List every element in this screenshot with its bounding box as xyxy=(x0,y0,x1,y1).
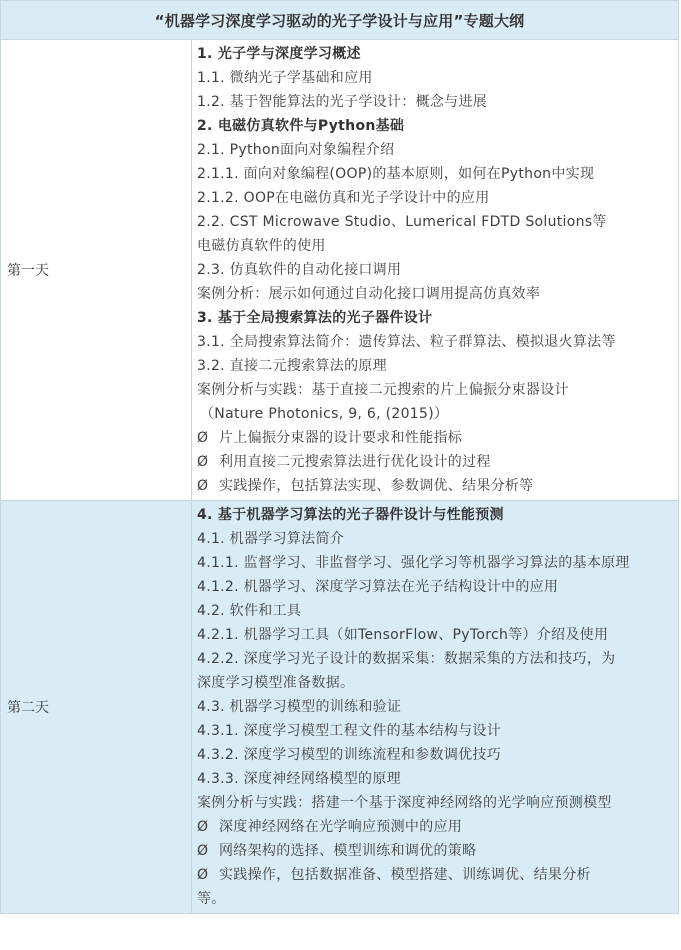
outline-line: 4.1. 机器学习算法简介 xyxy=(197,531,345,547)
section-heading: 3. 基于全局搜索算法的光子器件设计 xyxy=(197,310,433,326)
bullet-item xyxy=(197,450,674,474)
outline-line: 2.1.2. OOP在电磁仿真和光子学设计中的应用 xyxy=(197,190,490,206)
outline-line: （Nature Photonics, 9, 6, (2015)） xyxy=(200,406,449,422)
outline-line: 2.1.1. 面向对象编程(OOP)的基本原则，如何在Python中实现 xyxy=(197,166,595,182)
bullet-text: 利用直接二元搜索算法进行优化设计的过程 xyxy=(219,454,491,470)
day-row xyxy=(1,501,679,914)
outline-line: 1.2. 基于智能算法的光子学设计：概念与进展 xyxy=(197,94,488,110)
bullet-arrow-icon: Ø xyxy=(197,819,209,835)
outline-line: 4.1.2. 机器学习、深度学习算法在光子结构设计中的应用 xyxy=(197,579,559,595)
outline-line: 电磁仿真软件的使用 xyxy=(197,238,326,254)
outline-line: 4.3.3. 深度神经网络模型的原理 xyxy=(197,771,401,787)
bullet-item xyxy=(197,426,674,450)
day-content xyxy=(192,501,679,914)
outline-line: 4.2.2. 深度学习光子设计的数据采集：数据采集的方法和技巧，为 xyxy=(197,651,616,667)
bullet-item xyxy=(197,863,674,887)
day-label: 第二天 xyxy=(1,501,192,914)
outline-line: 3.2. 直接二元搜索算法的原理 xyxy=(197,358,387,374)
table-title: “机器学习深度学习驱动的光子学设计与应用”专题大纲 xyxy=(1,1,679,40)
outline-line: 4.1.1. 监督学习、非监督学习、强化学习等机器学习算法的基本原理 xyxy=(197,555,630,571)
outline-line: 深度学习模型准备数据。 xyxy=(197,675,355,691)
bullet-arrow-icon: Ø xyxy=(197,478,209,494)
section-heading: 1. 光子学与深度学习概述 xyxy=(197,46,361,62)
day-label: 第一天 xyxy=(1,40,192,501)
outline-line: 1.1. 微纳光子学基础和应用 xyxy=(197,70,373,86)
outline-line: 4.3. 机器学习模型的训练和验证 xyxy=(197,699,402,715)
day-content xyxy=(192,40,679,501)
outline-line: 案例分析与实践：基于直接二元搜索的片上偏振分束器设计 xyxy=(197,382,569,398)
outline-line: 2.2. CST Microwave Studio、Lumerical FDTD Solutions等 xyxy=(197,214,607,230)
bullet-text: 网络架构的选择、模型训练和调优的策略 xyxy=(219,843,477,859)
bullet-text: 实践操作，包括数据准备、模型搭建、训练调优、结果分析 xyxy=(219,867,591,883)
bullet-text: 深度神经网络在光学响应预测中的应用 xyxy=(219,819,463,835)
outline-line: 3.1. 全局搜索算法简介：遗传算法、粒子群算法、模拟退火算法等 xyxy=(197,334,616,350)
outline-line: 等。 xyxy=(197,891,226,907)
title-row xyxy=(1,1,679,40)
outline-line: 4.3.2. 深度学习模型的训练流程和参数调优技巧 xyxy=(197,747,502,763)
bullet-arrow-icon: Ø xyxy=(197,454,209,470)
bullet-text: 实践操作，包括算法实现、参数调优、结果分析等 xyxy=(219,478,534,494)
outline-line: 4.2.1. 机器学习工具（如TensorFlow、PyTorch等）介绍及使用 xyxy=(197,627,609,643)
outline-line: 2.3. 仿真软件的自动化接口调用 xyxy=(197,262,402,278)
bullet-arrow-icon: Ø xyxy=(197,430,209,446)
bullet-item xyxy=(197,839,674,863)
day-rows xyxy=(1,40,679,914)
section-heading: 2. 电磁仿真软件与Python基础 xyxy=(197,118,405,134)
section-heading: 4. 基于机器学习算法的光子器件设计与性能预测 xyxy=(197,507,504,523)
bullet-text: 片上偏振分束器的设计要求和性能指标 xyxy=(219,430,463,446)
bullet-arrow-icon: Ø xyxy=(197,867,209,883)
bullet-item xyxy=(197,815,674,839)
outline-line: 4.3.1. 深度学习模型工程文件的基本结构与设计 xyxy=(197,723,502,739)
bullet-item xyxy=(197,474,674,498)
outline-line: 4.2. 软件和工具 xyxy=(197,603,302,619)
outline-line: 2.1. Python面向对象编程介绍 xyxy=(197,142,395,158)
bullet-arrow-icon: Ø xyxy=(197,843,209,859)
day-row xyxy=(1,40,679,501)
outline-line: 案例分析与实践：搭建一个基于深度神经网络的光学响应预测模型 xyxy=(197,795,612,811)
outline-line: 案例分析：展示如何通过自动化接口调用提高仿真效率 xyxy=(197,286,541,302)
